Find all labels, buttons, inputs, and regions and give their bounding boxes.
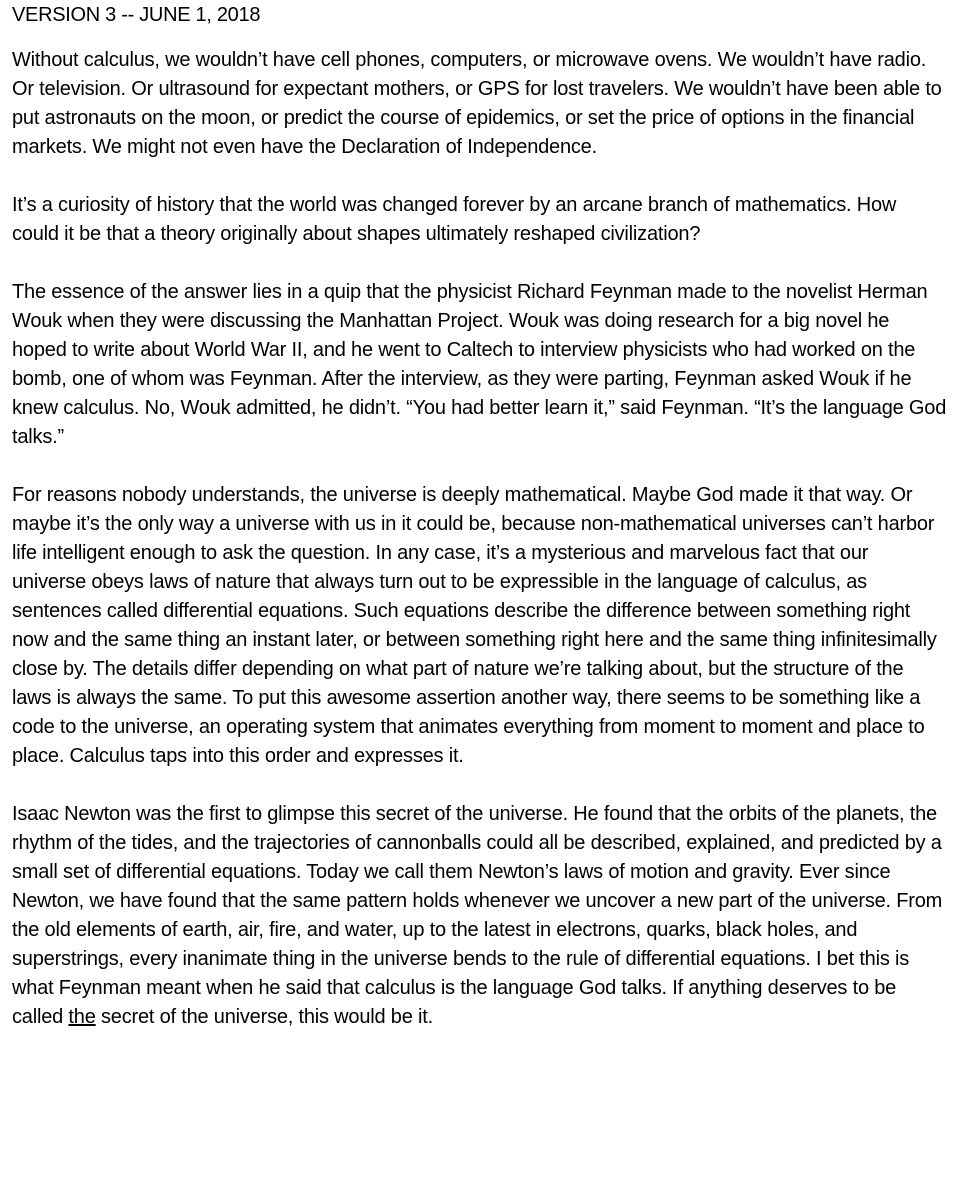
paragraph-3: The essence of the answer lies in a quip that the physicist Richard Feynman made to the novelist Herman Wouk when they were discussing the Manhattan Project. Wouk was doing research for a big novel he hoped to write about World War II, and he went to Caltech to interview physicists who had worked on the bomb, one of whom was Feynman. After the interview, as they were parting, Feynman asked Wouk if he knew calculus. No, Wouk admitted, he didn’t. “You had better learn it,” said Feynman. “It’s the language God talks.”	[12, 281, 947, 448]
paragraph-1: Without calculus, we wouldn’t have cell phones, computers, or microwave ovens. We wouldn’t have radio. Or television. Or ultrasound for expectant mothers, or GPS for lost travelers. We wouldn’t have been able to put astronauts on the moon, or predict the course of epidemics, or set the price of options in the financial markets. We might not even have the Declaration of Independence.	[12, 49, 942, 158]
document-page	[12, 2, 947, 1032]
paragraph-5	[12, 800, 947, 1032]
paragraph-5-text-after: secret of the universe, this would be it.	[95, 1006, 433, 1028]
paragraph-4: For reasons nobody understands, the universe is deeply mathematical. Maybe God made it that way. Or maybe it’s the only way a universe with us in it could be, because non-mathematical universes can’t harbor life intelligent enough to ask the question. In any case, it’s a mysterious and marvelous fact that our universe obeys laws of nature that always turn out to be expressible in the language of calculus, as sentences called differential equations. Such equations describe the difference between something right now and the same thing an instant later, or between something right here and the same thing infinitesimally close by. The details differ depending on what part of nature we’re talking about, but the structure of the laws is always the same. To put this awesome assertion another way, there seems to be something like a code to the universe, an operating system that animates everything from moment to moment and place to place. Calculus taps into this order and expresses it.	[12, 484, 937, 767]
version-line: VERSION 3 -- JUNE 1, 2018	[12, 4, 261, 26]
underlined-word: the	[68, 1006, 96, 1028]
paragraph-2: It’s a curiosity of history that the world was changed forever by an arcane branch of mathematics. How could it be that a theory originally about shapes ultimately reshaped civilization?	[12, 194, 897, 245]
paragraph-5-text-before: Isaac Newton was the first to glimpse this secret of the universe. He found that the orbits of the planets, the rhythm of the tides, and the trajectories of cannonballs could all be described, explained, and predicted by a small set of differential equations. Today we call them Newton’s laws of motion and gravity. Ever since Newton, we have found that the same pattern holds whenever we uncover a new part of the universe. From the old elements of earth, air, fire, and water, up to the latest in electrons, quarks, black holes, and superstrings, every inanimate thing in the universe bends to the rule of differential equations. I bet this is what Feynman meant when he said that calculus is the language God talks. If anything deserves to be called	[12, 803, 943, 1028]
